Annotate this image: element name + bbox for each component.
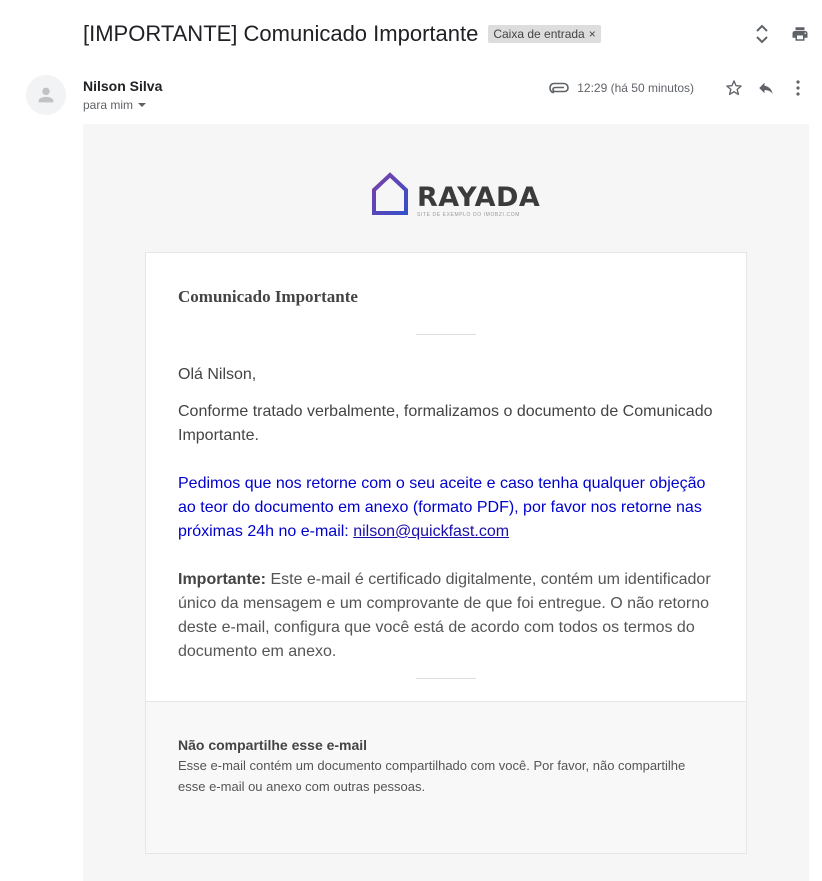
star-button[interactable] — [724, 74, 744, 102]
paragraph-formalize: Conforme tratado verbalmente, formalizamos o documento de Comunicado Importante. — [178, 403, 713, 444]
greeting: Olá Nilson, — [178, 366, 257, 383]
remove-label-icon[interactable]: × — [588, 27, 596, 41]
inbox-label-chip[interactable] — [488, 25, 600, 43]
recipient-details-toggle[interactable] — [83, 98, 147, 112]
sender-avatar[interactable] — [26, 75, 66, 115]
star-icon — [724, 78, 744, 98]
message-title: Comunicado Importante — [178, 287, 358, 306]
reply-button[interactable] — [756, 74, 776, 102]
divider-bottom — [416, 678, 476, 679]
paperclip-icon — [549, 82, 569, 94]
request-text: Pedimos que nos retorne com o seu aceite e caso tenha qualquer objeção ao teor do documento em anexo (formato PDF), por favor nos retorne nas próximas 24h no e-mail: — [178, 475, 706, 540]
email-subject: [IMPORTANTE] Comunicado Importante — [83, 21, 479, 46]
email-body — [83, 124, 809, 881]
logo-tagline: SITE DE EXEMPLO DO IMOBZI.COM — [417, 212, 520, 218]
paragraph-important — [178, 568, 714, 664]
footer-title: Não compartilhe esse e-mail — [178, 737, 368, 753]
reply-email-link[interactable]: nilson@quickfast.com — [353, 523, 510, 540]
message-meta — [549, 74, 808, 102]
person-icon — [35, 84, 57, 106]
house-logo-icon — [371, 172, 409, 216]
print-all-button[interactable] — [790, 20, 810, 48]
print-icon — [791, 25, 809, 43]
unfold-icon — [755, 24, 769, 44]
message-time: 12:29 (há 50 minutos) — [577, 81, 694, 95]
logo-name: RAYADA — [417, 182, 541, 213]
recipient-text: para mim — [83, 98, 134, 112]
more-options-button[interactable] — [788, 74, 808, 102]
message-card — [145, 252, 747, 702]
share-warning-footer — [145, 701, 747, 854]
important-label: Importante: — [178, 571, 266, 588]
important-text: Este e-mail é certificado digitalmente, contém um identificador único da mensagem e um comprovante de que foi entregue. O não retorno deste e-mail, configura que você está de acordo com todos os termos do documento em anexo. — [178, 571, 711, 660]
divider — [416, 334, 476, 335]
more-vert-icon — [796, 80, 800, 96]
footer-text: Esse e-mail contém um documento compartilhado com você. Por favor, não compartilhe esse e-mail ou anexo com outras pessoas. — [178, 758, 686, 794]
thread-actions — [752, 20, 810, 48]
subject-row — [83, 18, 601, 50]
reply-icon — [757, 79, 775, 97]
sender-name[interactable]: Nilson Silva — [83, 78, 163, 94]
expand-all-button[interactable] — [752, 20, 772, 48]
chevron-down-icon — [137, 100, 147, 110]
company-logo — [371, 172, 540, 218]
paragraph-request — [178, 472, 714, 544]
inbox-label-text: Caixa de entrada — [493, 27, 585, 41]
